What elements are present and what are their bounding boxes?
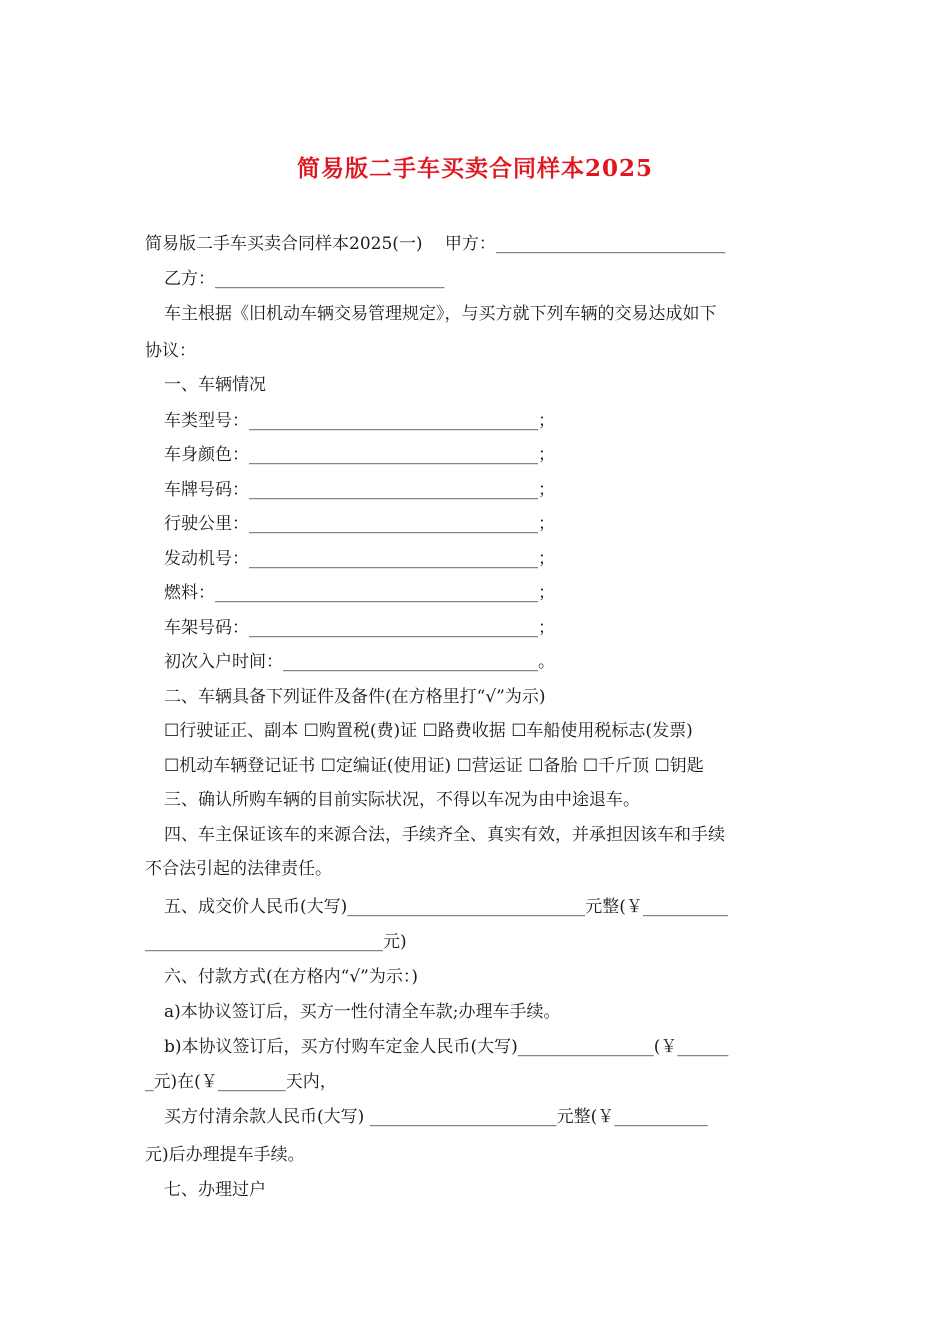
section-7-heading: 七、办理过户 — [164, 1180, 266, 1200]
vehicle-color-field: 车身颜色：__________________________________； — [164, 445, 555, 465]
section-5-price-cont: ____________________________元) — [145, 932, 407, 952]
first-registration-field: 初次入户时间：______________________________。 — [164, 652, 555, 672]
vehicle-model-field: 车类型号：__________________________________； — [164, 411, 555, 431]
section-3-text: 三、确认所购车辆的目前实际状况，不得以车况为由中途退车。 — [164, 790, 640, 810]
payment-option-a: a)本协议签订后，买方一性付清全车款;办理车手续。 — [164, 1002, 561, 1022]
payment-option-b: b)本协议签订后，买方付购车定金人民币(大写)________________(￥______ — [164, 1037, 729, 1057]
plate-number-field: 车牌号码：__________________________________； — [164, 480, 555, 500]
section-5-price: 五、成交价人民币(大写)____________________________元整(￥__________ — [164, 897, 728, 917]
engine-number-field: 发动机号：__________________________________； — [164, 549, 555, 569]
party-a-line: 简易版二手车买卖合同样本2025(一) 甲方：___________________________ — [145, 234, 726, 254]
frame-number-field: 车架号码：__________________________________； — [164, 618, 555, 638]
section-1-heading: 一、车辆情况 — [164, 375, 266, 395]
section-4-text-cont: 不合法引起的法律责任。 — [145, 859, 332, 879]
intro-line: 车主根据《旧机动车辆交易管理规定》，与买方就下列车辆的交易达成如下 — [164, 304, 717, 324]
party-b-line: 乙方：___________________________ — [164, 269, 445, 289]
document-title: 简易版二手车买卖合同样本2025 — [296, 155, 653, 182]
fuel-field: 燃料：______________________________________； — [164, 583, 555, 603]
payment-option-b-cont: _元)在(￥________天内， — [145, 1072, 337, 1092]
documents-checklist-row-1: ☐行驶证正、副本 ☐购置税(费)证 ☐路费收据 ☐车船使用税标志(发票) — [164, 721, 693, 741]
mileage-field: 行驶公里：__________________________________； — [164, 514, 555, 534]
section-6-heading: 六、付款方式(在方格内“√”为示：) — [164, 967, 418, 987]
intro-line-cont: 协议： — [145, 341, 196, 361]
section-4-text: 四、车主保证该车的来源合法，手续齐全、真实有效，并承担因该车和手续 — [164, 825, 725, 845]
section-2-heading: 二、车辆具备下列证件及备件(在方格里打“√”为示) — [164, 687, 546, 707]
balance-payment-line: 买方付清余款人民币(大写) ______________________元整(￥___________ — [164, 1107, 708, 1127]
balance-payment-cont: 元)后办理提车手续。 — [145, 1145, 305, 1165]
documents-checklist-row-2: ☐机动车辆登记证书 ☐定编证(使用证) ☐营运证 ☐备胎 ☐千斤顶 ☐钥匙 — [164, 756, 704, 776]
